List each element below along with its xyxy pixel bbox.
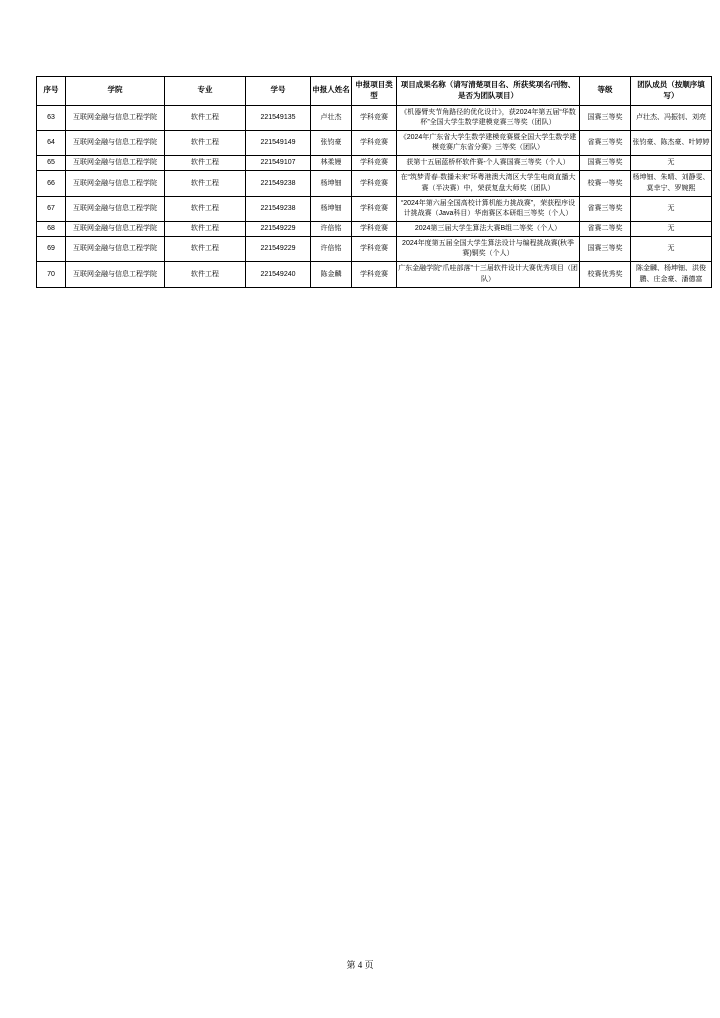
table-header: [37, 77, 712, 106]
cell-category: 学科竞赛: [352, 171, 397, 196]
cell-seq: 69: [37, 237, 66, 262]
header-category: 申报项目类型: [352, 77, 397, 106]
cell-achievement: 2024第三届大学生算法大赛B组二等奖（个人）: [397, 222, 580, 237]
cell-applicant: 卢壮杰: [311, 105, 352, 130]
cell-seq: 67: [37, 196, 66, 221]
cell-major: 软件工程: [165, 237, 246, 262]
cell-level: 国赛三等奖: [580, 105, 631, 130]
table-row: [37, 222, 712, 237]
cell-team: 卢壮杰、冯振钊、刘亮: [631, 105, 712, 130]
cell-achievement: 《机器臂夹节角路径的优化设计》，获2024年第五届“华数杯”全国大学生数学建模竞赛三等奖（团队）: [397, 105, 580, 130]
cell-major: 软件工程: [165, 171, 246, 196]
cell-level: 省赛三等奖: [580, 196, 631, 221]
award-table-container: [36, 76, 710, 288]
header-seq: 序号: [37, 77, 66, 106]
table-row: [37, 171, 712, 196]
cell-category: 学科竞赛: [352, 156, 397, 171]
cell-student-id: 221549238: [246, 171, 311, 196]
cell-applicant: 许倍铭: [311, 237, 352, 262]
cell-achievement: 《2024年广东省大学生数学建模竞赛暨全国大学生数学建模竞赛广东省分赛》三等奖（团队）: [397, 131, 580, 156]
cell-seq: 68: [37, 222, 66, 237]
cell-level: 校赛一等奖: [580, 171, 631, 196]
cell-seq: 63: [37, 105, 66, 130]
cell-student-id: 221549135: [246, 105, 311, 130]
header-level: 等级: [580, 77, 631, 106]
header-achievement: 项目成果名称（请写清楚项目名、所获奖项名/刊物、是否为团队项目）: [397, 77, 580, 106]
table-row: [37, 262, 712, 287]
cell-applicant: 陈金麟: [311, 262, 352, 287]
cell-applicant: 林柔嫚: [311, 156, 352, 171]
cell-category: 学科竞赛: [352, 222, 397, 237]
cell-category: 学科竞赛: [352, 105, 397, 130]
cell-major: 软件工程: [165, 156, 246, 171]
cell-team: 张钧豪、陈杰豪、叶婷婷: [631, 131, 712, 156]
cell-team: 无: [631, 237, 712, 262]
cell-major: 软件工程: [165, 262, 246, 287]
cell-student-id: 221549238: [246, 196, 311, 221]
cell-college: 互联网金融与信息工程学院: [66, 237, 165, 262]
cell-team: 无: [631, 196, 712, 221]
header-applicant: 申报人姓名: [311, 77, 352, 106]
cell-seq: 65: [37, 156, 66, 171]
cell-achievement: 获第十五届蓝桥杯软件赛-个人赛国赛三等奖（个人）: [397, 156, 580, 171]
cell-college: 互联网金融与信息工程学院: [66, 131, 165, 156]
cell-category: 学科竞赛: [352, 262, 397, 287]
table-row: [37, 237, 712, 262]
cell-level: 省赛二等奖: [580, 222, 631, 237]
cell-seq: 70: [37, 262, 66, 287]
cell-applicant: 杨坤钿: [311, 196, 352, 221]
cell-seq: 64: [37, 131, 66, 156]
cell-level: 校赛优秀奖: [580, 262, 631, 287]
cell-team: 无: [631, 156, 712, 171]
table-body: [37, 105, 712, 287]
table-row: [37, 196, 712, 221]
cell-college: 互联网金融与信息工程学院: [66, 196, 165, 221]
cell-major: 软件工程: [165, 131, 246, 156]
cell-seq: 66: [37, 171, 66, 196]
cell-college: 互联网金融与信息工程学院: [66, 105, 165, 130]
table-row: [37, 156, 712, 171]
cell-level: 国赛三等奖: [580, 156, 631, 171]
cell-team: 陈金麟、杨坤钿、洪俊鹏、庄金豪、潘德富: [631, 262, 712, 287]
cell-student-id: 221549107: [246, 156, 311, 171]
cell-team: 无: [631, 222, 712, 237]
cell-student-id: 221549240: [246, 262, 311, 287]
cell-major: 软件工程: [165, 222, 246, 237]
cell-team: 杨坤钿、朱晴、刘静雯、莫幸宁、罗婉熙: [631, 171, 712, 196]
cell-achievement: “2024年第六届全国高校计算机能力挑战赛”，荣获程序设计挑战赛（Java科目）华南赛区本研组三等奖（个人）: [397, 196, 580, 221]
cell-category: 学科竞赛: [352, 196, 397, 221]
cell-student-id: 221549229: [246, 222, 311, 237]
cell-applicant: 许倍铭: [311, 222, 352, 237]
cell-college: 互联网金融与信息工程学院: [66, 222, 165, 237]
cell-category: 学科竞赛: [352, 131, 397, 156]
header-major: 专业: [165, 77, 246, 106]
award-table: [36, 76, 712, 288]
cell-level: 省赛三等奖: [580, 131, 631, 156]
cell-college: 互联网金融与信息工程学院: [66, 262, 165, 287]
cell-achievement: 2024年度第五届全国大学生算法设计与编程挑战赛(秋季赛)铜奖（个人）: [397, 237, 580, 262]
cell-achievement: 在“筑梦青春·数播未来”环粤港澳大湾区大学生电商直播大赛（半决赛）中，荣获复盘大师奖（团队）: [397, 171, 580, 196]
cell-major: 软件工程: [165, 105, 246, 130]
header-team: 团队成员（按顺序填写）: [631, 77, 712, 106]
cell-student-id: 221549149: [246, 131, 311, 156]
cell-achievement: 广东金融学院“爪哇部落”十三届软件设计大赛优秀项目（团队）: [397, 262, 580, 287]
cell-student-id: 221549229: [246, 237, 311, 262]
table-header-row: [37, 77, 712, 106]
cell-applicant: 张钧豪: [311, 131, 352, 156]
table-row: [37, 105, 712, 130]
page-footer: 第 4 页: [346, 960, 374, 970]
table-row: [37, 131, 712, 156]
cell-level: 国赛三等奖: [580, 237, 631, 262]
header-college: 学院: [66, 77, 165, 106]
cell-college: 互联网金融与信息工程学院: [66, 156, 165, 171]
cell-major: 软件工程: [165, 196, 246, 221]
cell-college: 互联网金融与信息工程学院: [66, 171, 165, 196]
header-student-id: 学号: [246, 77, 311, 106]
cell-category: 学科竞赛: [352, 237, 397, 262]
cell-applicant: 杨坤钿: [311, 171, 352, 196]
